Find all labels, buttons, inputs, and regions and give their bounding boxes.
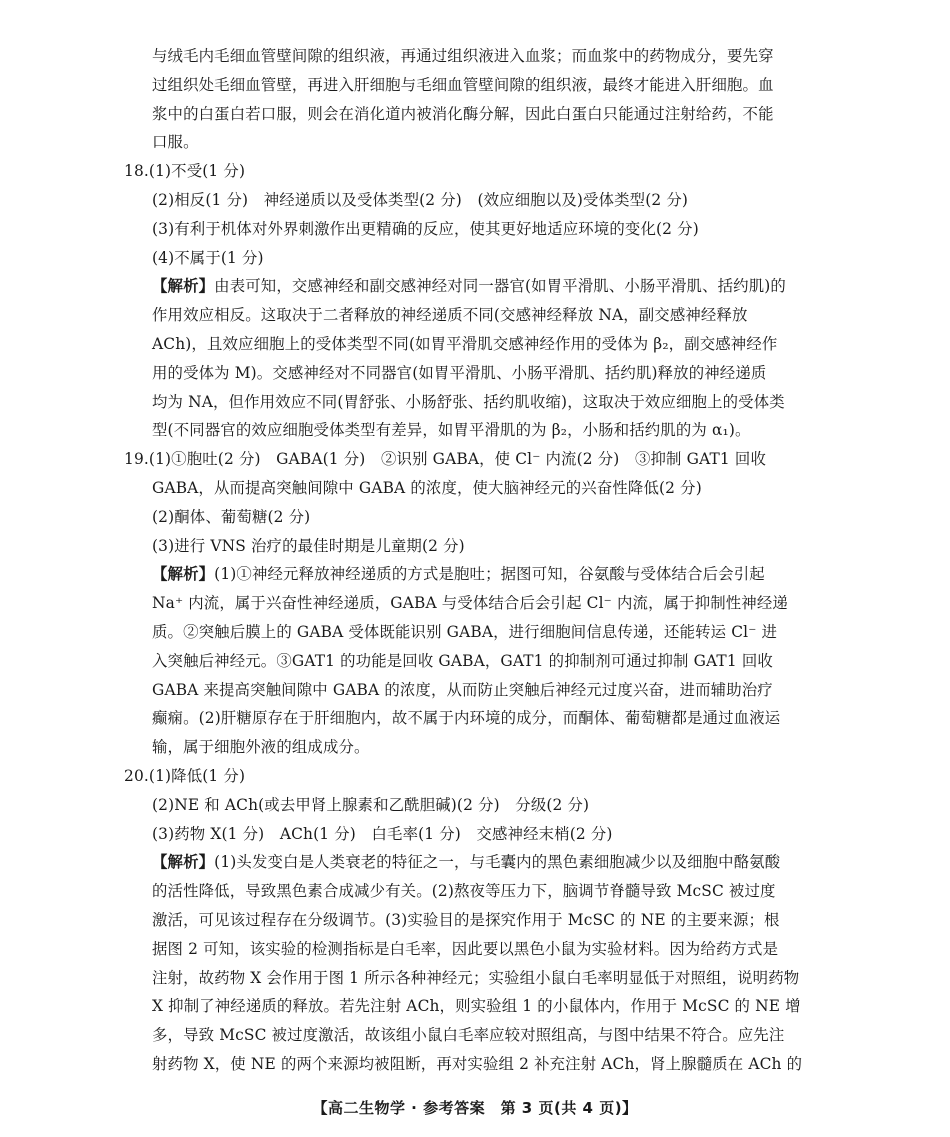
text-line	[124, 330, 836, 359]
text-line	[124, 848, 836, 877]
text-line	[124, 388, 836, 417]
text-line	[124, 906, 836, 935]
text-line	[124, 42, 836, 71]
analysis-tag: 【解析】	[152, 565, 215, 584]
text-line	[124, 647, 836, 676]
text-line	[124, 215, 836, 244]
line-text: (2)酮体、葡萄糖(2 分)	[152, 507, 311, 526]
line-text: 用的受体为 M)。交感神经对不同器官(如胃平滑肌、小肠平滑肌、括约肌)释放的神经递质	[152, 363, 767, 382]
text-line	[124, 1050, 836, 1079]
line-text: (3)有利于机体对外界刺激作出更精确的反应，使其更好地适应环境的变化(2 分)	[152, 219, 699, 238]
text-line	[124, 445, 836, 474]
text-line	[124, 186, 836, 215]
answer-text-body	[124, 42, 836, 1079]
line-text: 多，导致 McSC 被过度激活，故该组小鼠白毛率应较对照组高，与图中结果不符合。应先注	[152, 1026, 785, 1045]
line-text: (2)相反(1 分) 神经递质以及受体类型(2 分) (效应细胞以及)受体类型(2 分)	[152, 190, 689, 209]
line-text: 与绒毛内毛细血管壁间隙的组织液，再通过组织液进入血浆；而血浆中的药物成分，要先穿	[152, 47, 774, 65]
line-text: Na⁺ 内流，属于兴奋性神经递质，GABA 与受体结合后会引起 Cl⁻ 内流，属于抑制性神经递	[152, 594, 788, 613]
line-text: 射药物 X，使 NE 的两个来源均被阻断，再对实验组 2 补充注射 ACh，肾上腺髓质在 ACh 的	[152, 1054, 803, 1073]
line-text: 注射，故药物 X 会作用于图 1 所示各种神经元；实验组小鼠白毛率明显低于对照组，说明药物	[152, 968, 800, 987]
analysis-tag: 【解析】	[152, 853, 215, 872]
line-text: 质。②突触后膜上的 GABA 受体既能识别 GABA，进行细胞间信息传递，还能转运 Cl⁻ 进	[152, 622, 778, 641]
line-text: 浆中的白蛋白若口服，则会在消化道内被消化酶分解，因此白蛋白只能通过注射给药，不能	[152, 104, 774, 123]
line-text: 均为 NA，但作用效应不同(胃舒张、小肠舒张、括约肌收缩)，这取决于效应细胞上的受体类	[152, 392, 785, 411]
text-line	[124, 474, 836, 503]
line-text: 入突触后神经元。③GAT1 的功能是回收 GABA，GAT1 的抑制剂可通过抑制 GAT1 回收	[152, 651, 773, 670]
line-text: 20.(1)降低(1 分)	[124, 766, 246, 785]
text-line	[124, 762, 836, 791]
text-line	[124, 71, 836, 100]
text-line	[124, 128, 836, 157]
text-line	[124, 676, 836, 705]
text-line	[124, 416, 836, 445]
text-line	[124, 301, 836, 330]
line-text: 癫痫。(2)肝糖原存在于肝细胞内，故不属于内环境的成分，而酮体、葡萄糖都是通过血液运	[152, 709, 781, 728]
line-text: 作用效应相反。这取决于二者释放的神经递质不同(交感神经释放 NA，副交感神经释放	[152, 306, 748, 325]
page-footer: 【高二生物学 · 参考答案 第 3 页(共 4 页)】	[312, 1099, 638, 1117]
line-text: 由表可知，交感神经和副交感神经对同一器官(如胃平滑肌、小肠平滑肌、括约肌)的	[214, 277, 786, 296]
line-text: 19.(1)①胞吐(2 分) GABA(1 分) ②识别 GABA，使 Cl⁻ 内流(2 分) ③抑制 GAT1 回收	[124, 450, 766, 469]
line-text: (2)NE 和 ACh(或去甲肾上腺素和乙酰胆碱)(2 分) 分级(2 分)	[152, 795, 590, 814]
line-text: (3)药物 X(1 分) ACh(1 分) 白毛率(1 分) 交感神经末梢(2 分)	[152, 824, 613, 843]
text-line	[124, 704, 836, 733]
line-text: 输，属于细胞外液的组成成分。	[152, 738, 370, 757]
text-line	[124, 532, 836, 561]
line-text: (1)①神经元释放神经递质的方式是胞吐；据图可知，谷氨酸与受体结合后会引起	[214, 565, 765, 584]
text-line	[124, 100, 836, 129]
text-line	[124, 560, 836, 589]
text-line	[124, 992, 836, 1021]
text-line	[124, 791, 836, 820]
line-text: (3)进行 VNS 治疗的最佳时期是儿童期(2 分)	[152, 536, 465, 555]
line-text: 激活，可见该过程存在分级调节。(3)实验目的是探究作用于 McSC 的 NE 的主要来源；根	[152, 910, 780, 929]
line-text: 18.(1)不受(1 分)	[124, 162, 246, 181]
text-line	[124, 244, 836, 273]
line-text: GABA 来提高突触间隙中 GABA 的浓度，从而防止突触后神经元过度兴奋，进而辅助治疗	[152, 680, 773, 699]
text-line	[124, 964, 836, 993]
line-text: 据图 2 可知，该实验的检测指标是白毛率，因此要以黑色小鼠为实验材料。因为给药方式是	[152, 939, 779, 958]
text-line	[124, 1021, 836, 1050]
text-line	[124, 733, 836, 762]
text-line	[124, 272, 836, 301]
analysis-tag: 【解析】	[152, 277, 215, 296]
line-text: 过组织处毛细血管壁，再进入肝细胞与毛细血管壁间隙的组织液，最终才能进入肝细胞。血	[152, 75, 774, 94]
text-line	[124, 157, 836, 186]
line-text: ACh)，且效应细胞上的受体类型不同(如胃平滑肌交感神经作用的受体为 β₂，副交感神经作	[152, 334, 778, 353]
text-line	[124, 503, 836, 532]
text-line	[124, 618, 836, 647]
line-text: 型(不同器官的效应细胞受体类型有差异，如胃平滑肌的为 β₂，小肠和括约肌的为 α₁)。	[152, 421, 751, 440]
text-line	[124, 359, 836, 388]
line-text: GABA，从而提高突触间隙中 GABA 的浓度，使大脑神经元的兴奋性降低(2 分)	[152, 478, 702, 497]
line-text: X 抑制了神经递质的释放。若先注射 ACh，则实验组 1 的小鼠体内，作用于 McSC 的 NE 增	[152, 997, 801, 1016]
text-line	[124, 589, 836, 618]
line-text: 口服。	[152, 133, 199, 152]
text-line	[124, 877, 836, 906]
line-text: (1)头发变白是人类衰老的特征之一，与毛囊内的黑色素细胞减少以及细胞中酪氨酸	[214, 853, 781, 872]
line-text: (4)不属于(1 分)	[152, 248, 264, 267]
text-line	[124, 820, 836, 849]
line-text: 的活性降低，导致黑色素合成减少有关。(2)熬夜等压力下，脑调节脊髓导致 McSC 被过度	[152, 882, 776, 901]
text-line	[124, 935, 836, 964]
